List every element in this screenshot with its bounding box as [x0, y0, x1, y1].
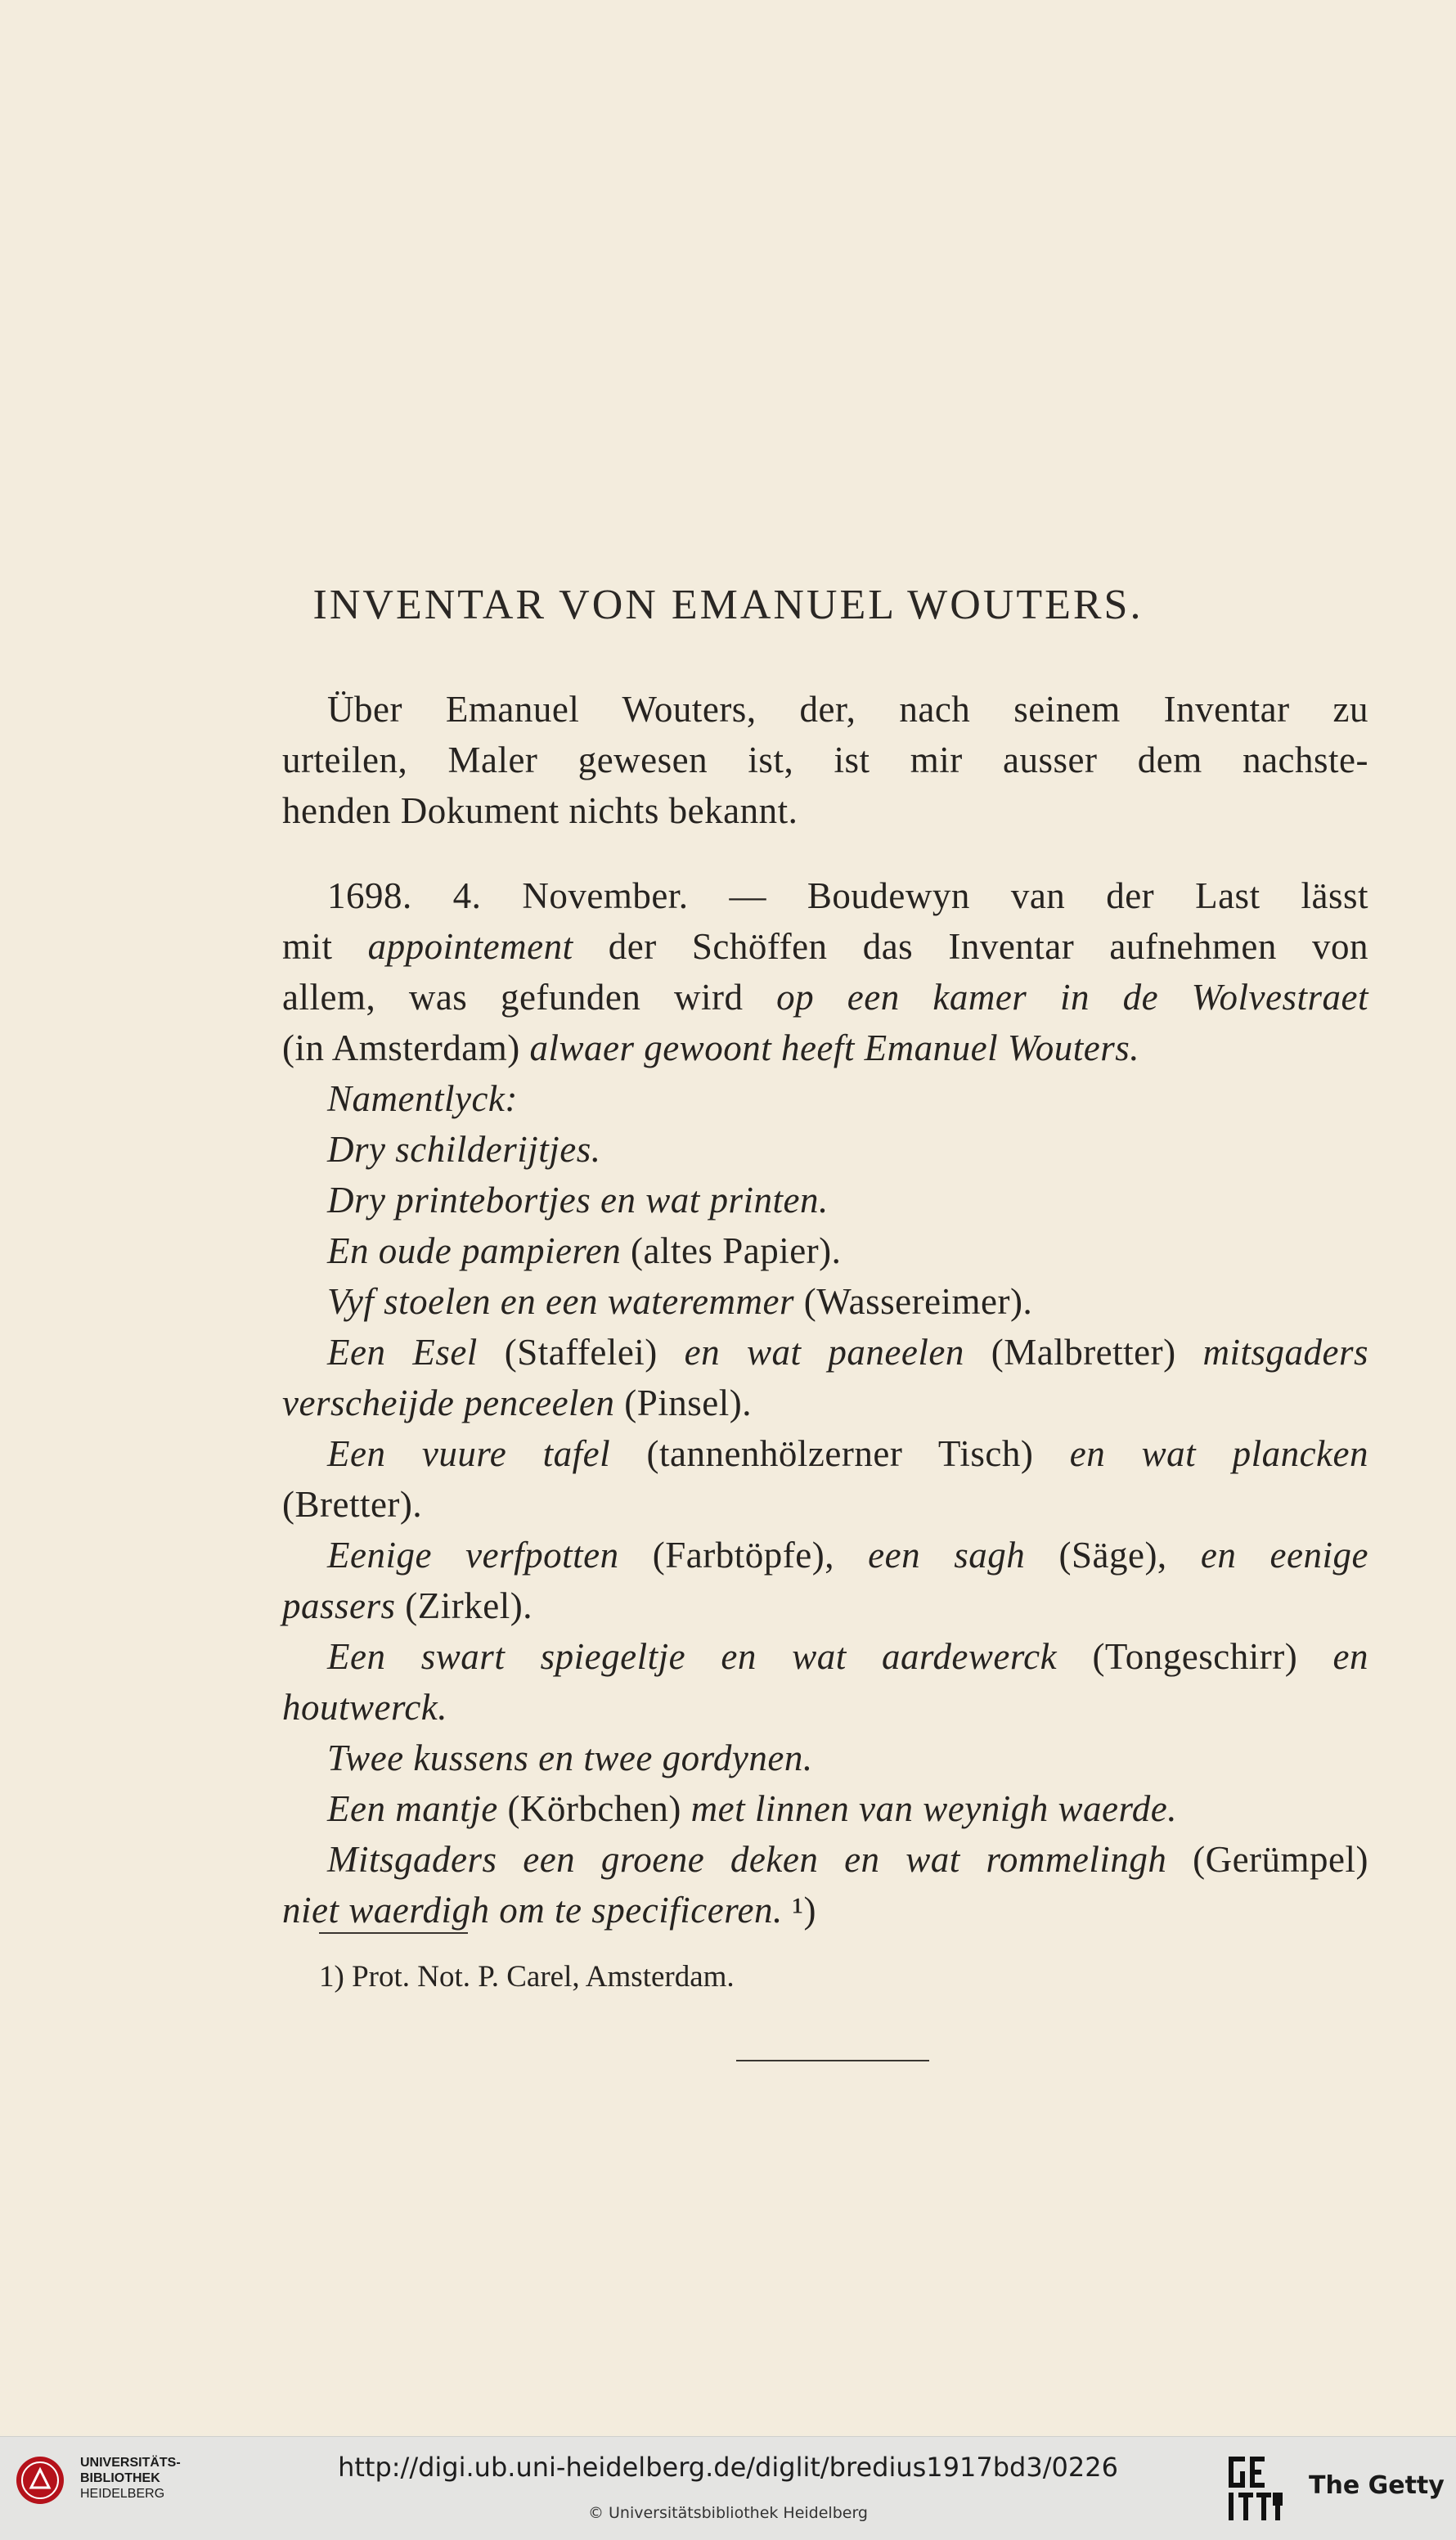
text-line: allem, was gefunden wird op een kamer in de Wolvestraet: [282, 977, 1368, 1018]
inventory-item: Eenige verfpotten (Farbtöpfe), een sagh (Säge), en eenige: [327, 1535, 1368, 1576]
library-name: UNIVERSITÄTS- BIBLIOTHEK HEIDELBERG: [80, 2456, 181, 2501]
text-line: houtwerck.: [282, 1687, 448, 1728]
text-line: mit appointement der Schöffen das Inventar aufnehmen von: [282, 926, 1368, 967]
text-line: Über Emanuel Wouters, der, nach seinem Inventar zu: [327, 689, 1368, 730]
copyright-notice: © Universitätsbibliothek Heidelberg: [587, 2504, 868, 2522]
inventory-item: Een swart spiegeltje en wat aardewerck (Tongeschirr) en: [327, 1636, 1368, 1677]
inventory-item: Een Esel (Staffelei) en wat paneelen (Malbretter) mitsgaders: [327, 1332, 1368, 1373]
inventory-item: Dry printebortjes en wat printen.: [327, 1180, 829, 1221]
text-line: henden Dokument nichts bekannt.: [282, 790, 798, 831]
text-line: Namentlyck:: [327, 1078, 518, 1119]
footnote-divider: [319, 1932, 468, 1934]
text-line: niet waerdigh om te specificeren. ¹): [282, 1890, 816, 1931]
inventory-item: Een vuure tafel (tannenhölzerner Tisch) en wat plancken: [327, 1433, 1368, 1474]
inventory-item: Twee kussens en twee gordynen.: [327, 1738, 813, 1778]
inventory-item: En oude pampieren (altes Papier).: [327, 1230, 842, 1271]
viewer-footer: [0, 2436, 1456, 2540]
text-line: passers (Zirkel).: [282, 1585, 533, 1626]
text-line: 1698. 4. November. — Boudewyn van der Last lässt: [327, 875, 1368, 916]
inventory-item: Mitsgaders een groene deken en wat rommelingh (Gerümpel): [327, 1839, 1368, 1880]
text-line: (Bretter).: [282, 1484, 423, 1525]
getty-logo-icon: [1227, 2453, 1286, 2524]
text-line: verscheijde penceelen (Pinsel).: [282, 1382, 753, 1423]
partner-name: The Getty: [1309, 2471, 1445, 2500]
inventory-item: Een mantje (Körbchen) met linnen van weynigh waerde.: [327, 1788, 1178, 1829]
inventory-item: Dry schilderijtjes.: [327, 1129, 601, 1170]
end-rule: [736, 2060, 929, 2061]
inventory-item: Vyf stoelen en een wateremmer (Wassereimer).: [327, 1281, 1033, 1322]
text-line: urteilen, Maler gewesen ist, ist mir ausser dem nachste-: [282, 740, 1368, 780]
permalink-url[interactable]: http://digi.ub.uni-heidelberg.de/diglit/bredius1917bd3/0226: [338, 2452, 1118, 2483]
text-line: (in Amsterdam) alwaer gewoont heeft Emanuel Wouters.: [282, 1027, 1139, 1068]
footnote: 1) Prot. Not. P. Carel, Amsterdam.: [319, 1960, 735, 1994]
page-title: INVENTAR VON EMANUEL WOUTERS.: [312, 582, 1144, 628]
